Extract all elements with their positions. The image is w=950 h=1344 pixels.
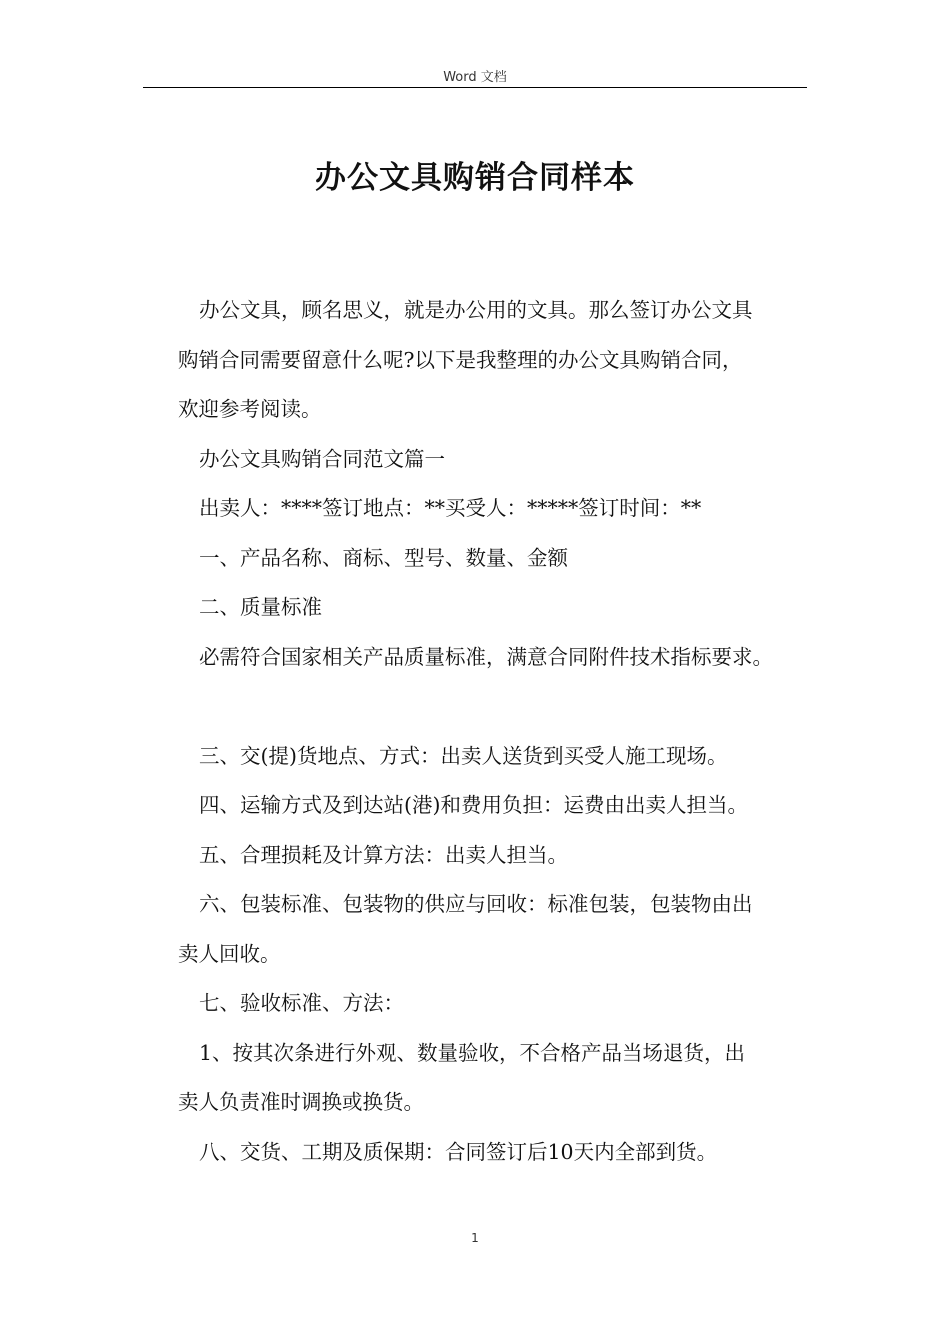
paragraph-line: 出卖人：****签订地点：**买受人：*****签订时间：**: [199, 496, 702, 520]
header-divider: [143, 87, 807, 88]
clause-heading: 二、质量标准: [199, 595, 322, 619]
page-number: 1: [471, 1231, 479, 1245]
document-body: [178, 286, 818, 1177]
paragraph-line: 办公文具，顾名思义，就是办公用的文具。那么签订办公文具: [199, 298, 753, 322]
section-heading: 办公文具购销合同范文篇一: [199, 446, 445, 471]
paragraph-line: 必需符合国家相关产品质量标准，满意合同附件技术指标要求。: [199, 644, 773, 669]
clause-line: 三、交(提)货地点、方式：出卖人送货到买受人施工现场。: [199, 743, 728, 768]
clause-line: 八、交货、工期及质保期：合同签订后10天内全部到货。: [199, 1139, 718, 1164]
clause-line: 卖人回收。: [178, 941, 281, 966]
paragraph-line: 欢迎参考阅读。: [178, 397, 322, 421]
clause-line: 六、包装标准、包装物的供应与回收：标准包装，包装物由出: [199, 892, 753, 916]
clause-heading: 一、产品名称、商标、型号、数量、金额: [199, 545, 568, 570]
blank-line: [178, 682, 818, 732]
clause-line: 卖人负责准时调换或换货。: [178, 1090, 424, 1114]
clause-line: 五、合理损耗及计算方法：出卖人担当。: [199, 842, 568, 867]
clause-line: 七、验收标准、方法：: [199, 991, 404, 1015]
header-label: Word 文档: [443, 70, 507, 85]
document-title: 办公文具购销合同样本: [315, 160, 635, 196]
paragraph-line: 购销合同需要留意什么呢?以下是我整理的办公文具购销合同，: [178, 347, 743, 372]
clause-line: 1、按其次条进行外观、数量验收，不合格产品当场退货，出: [199, 1040, 746, 1065]
clause-line: 四、运输方式及到达站(港)和费用负担：运费由出卖人担当。: [199, 793, 748, 817]
